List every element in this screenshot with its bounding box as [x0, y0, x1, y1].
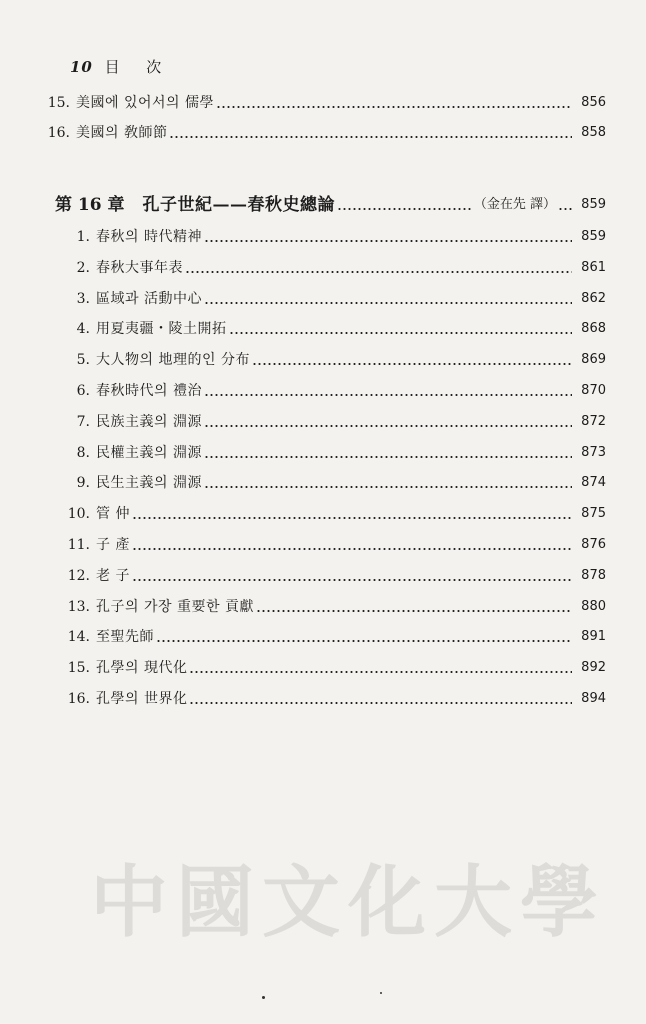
toc-entry: [0, 530, 646, 554]
dot-leader: [558, 208, 572, 210]
dot-leader: [132, 579, 572, 581]
entry-page: 873: [581, 444, 606, 460]
toc-entry: [0, 376, 646, 400]
dot-leader: [204, 486, 572, 488]
toc-entry: [0, 592, 646, 616]
entry-page: 868: [581, 321, 606, 337]
entry-title: 子 產: [96, 537, 130, 553]
dot-leader: [204, 240, 572, 242]
entry-page: 872: [581, 413, 606, 429]
entry-title: 美國에 있어서의 儒學: [76, 95, 215, 111]
entry-title: 民生主義의 淵源: [96, 475, 202, 492]
entry-number: 15.: [47, 95, 70, 111]
chapter-heading: [0, 190, 646, 214]
toc-entry: [0, 407, 646, 431]
entry-title: 民族主義의 淵源: [96, 413, 202, 430]
toc-entry: [0, 284, 646, 308]
entry-title: 大人物의 地理的인 分布: [96, 352, 250, 369]
toc-entry: [0, 561, 646, 585]
dot-leader: [252, 363, 572, 365]
entry-page: 858: [581, 125, 606, 140]
entry-number: 3.: [76, 290, 90, 307]
entry-page: 862: [581, 290, 606, 306]
toc-entry: [0, 684, 646, 708]
entry-number: 1.: [76, 229, 90, 245]
entry-number: 12.: [67, 567, 90, 584]
dot-leader: [204, 425, 572, 427]
toc-entry: [0, 314, 646, 338]
entry-page: 859: [581, 229, 606, 244]
chapter-page: 859: [581, 197, 606, 212]
toc-entry: [0, 345, 646, 369]
entry-page: 880: [581, 598, 606, 614]
dot-leader: [132, 548, 572, 550]
entry-page: 891: [581, 629, 606, 645]
entry-number: 2.: [76, 259, 90, 276]
entry-number: 6.: [76, 383, 90, 399]
dot-leader: [204, 302, 572, 304]
toc-entry: [0, 253, 646, 277]
running-header: [70, 56, 162, 77]
entry-number: 10.: [67, 506, 90, 523]
toc-entry: [0, 499, 646, 523]
entry-title: 孔學의 現代化: [96, 660, 188, 677]
entry-number: 15.: [67, 660, 90, 677]
entry-title: 至聖先師: [96, 629, 154, 646]
entry-number: 5.: [76, 352, 90, 369]
entry-number: 16.: [67, 691, 90, 707]
entry-number: 16.: [47, 125, 70, 141]
entry-page: 861: [581, 259, 606, 275]
entry-page: 874: [581, 475, 606, 491]
toc-entry: [0, 88, 646, 112]
entry-page: 875: [581, 506, 606, 522]
watermark: 中國文化大學: [90, 857, 607, 948]
translator: （金在先 譯）: [473, 197, 556, 212]
print-speck: [380, 992, 382, 994]
dot-leader: [189, 702, 572, 704]
dot-leader: [204, 394, 572, 396]
entry-title: 孔學의 世界化: [96, 691, 188, 707]
entry-page: 878: [581, 567, 606, 583]
print-speck: [262, 996, 265, 999]
page-number: 10: [70, 58, 93, 76]
entry-title: 管 仲: [96, 506, 130, 523]
toc-entry: [0, 118, 646, 142]
entry-title: 春秋의 時代精神: [96, 229, 202, 245]
entry-title: 春秋時代의 禮治: [96, 383, 202, 399]
entry-title: 美國의 敎師節: [76, 125, 168, 141]
entry-title: 老 子: [96, 567, 130, 584]
toc-entry: [0, 468, 646, 492]
dot-leader: [156, 640, 572, 642]
toc-entry: [0, 622, 646, 646]
toc-entry: [0, 653, 646, 677]
entry-title: 春秋大事年表: [96, 259, 183, 276]
entry-page: 894: [581, 691, 606, 706]
entry-page: 870: [581, 383, 606, 398]
dot-leader: [189, 671, 572, 673]
dot-leader: [216, 106, 572, 108]
entry-page: 876: [581, 537, 606, 552]
entry-number: 9.: [76, 475, 90, 492]
entry-title: 用夏夷疆・陵土開拓: [96, 321, 227, 338]
chapter-title: 孔子世紀——春秋史總論: [142, 195, 335, 215]
entry-number: 11.: [67, 537, 90, 553]
toc-entry: [0, 222, 646, 246]
header-text-2: 次: [146, 58, 163, 76]
toc-entry: [0, 438, 646, 462]
entry-title: 民權主義의 淵源: [96, 444, 202, 461]
entry-page: 892: [581, 660, 606, 676]
dot-leader: [337, 208, 472, 210]
entry-number: 7.: [76, 413, 90, 430]
dot-leader: [169, 136, 572, 138]
dot-leader: [204, 456, 572, 458]
dot-leader: [256, 610, 572, 612]
entry-title: 區域과 活動中心: [96, 290, 202, 307]
entry-number: 4.: [76, 321, 90, 338]
entry-page: 856: [581, 95, 606, 110]
entry-number: 13.: [67, 598, 90, 615]
header-text-1: 目: [104, 58, 121, 76]
dot-leader: [132, 517, 572, 519]
entry-number: 14.: [67, 629, 90, 646]
entry-title: 孔子의 가장 重要한 貢獻: [96, 598, 254, 615]
dot-leader: [229, 332, 573, 334]
entry-number: 8.: [76, 444, 90, 461]
entry-page: 869: [581, 352, 606, 368]
chapter-number: 第 16 章: [55, 195, 125, 215]
dot-leader: [185, 271, 572, 273]
